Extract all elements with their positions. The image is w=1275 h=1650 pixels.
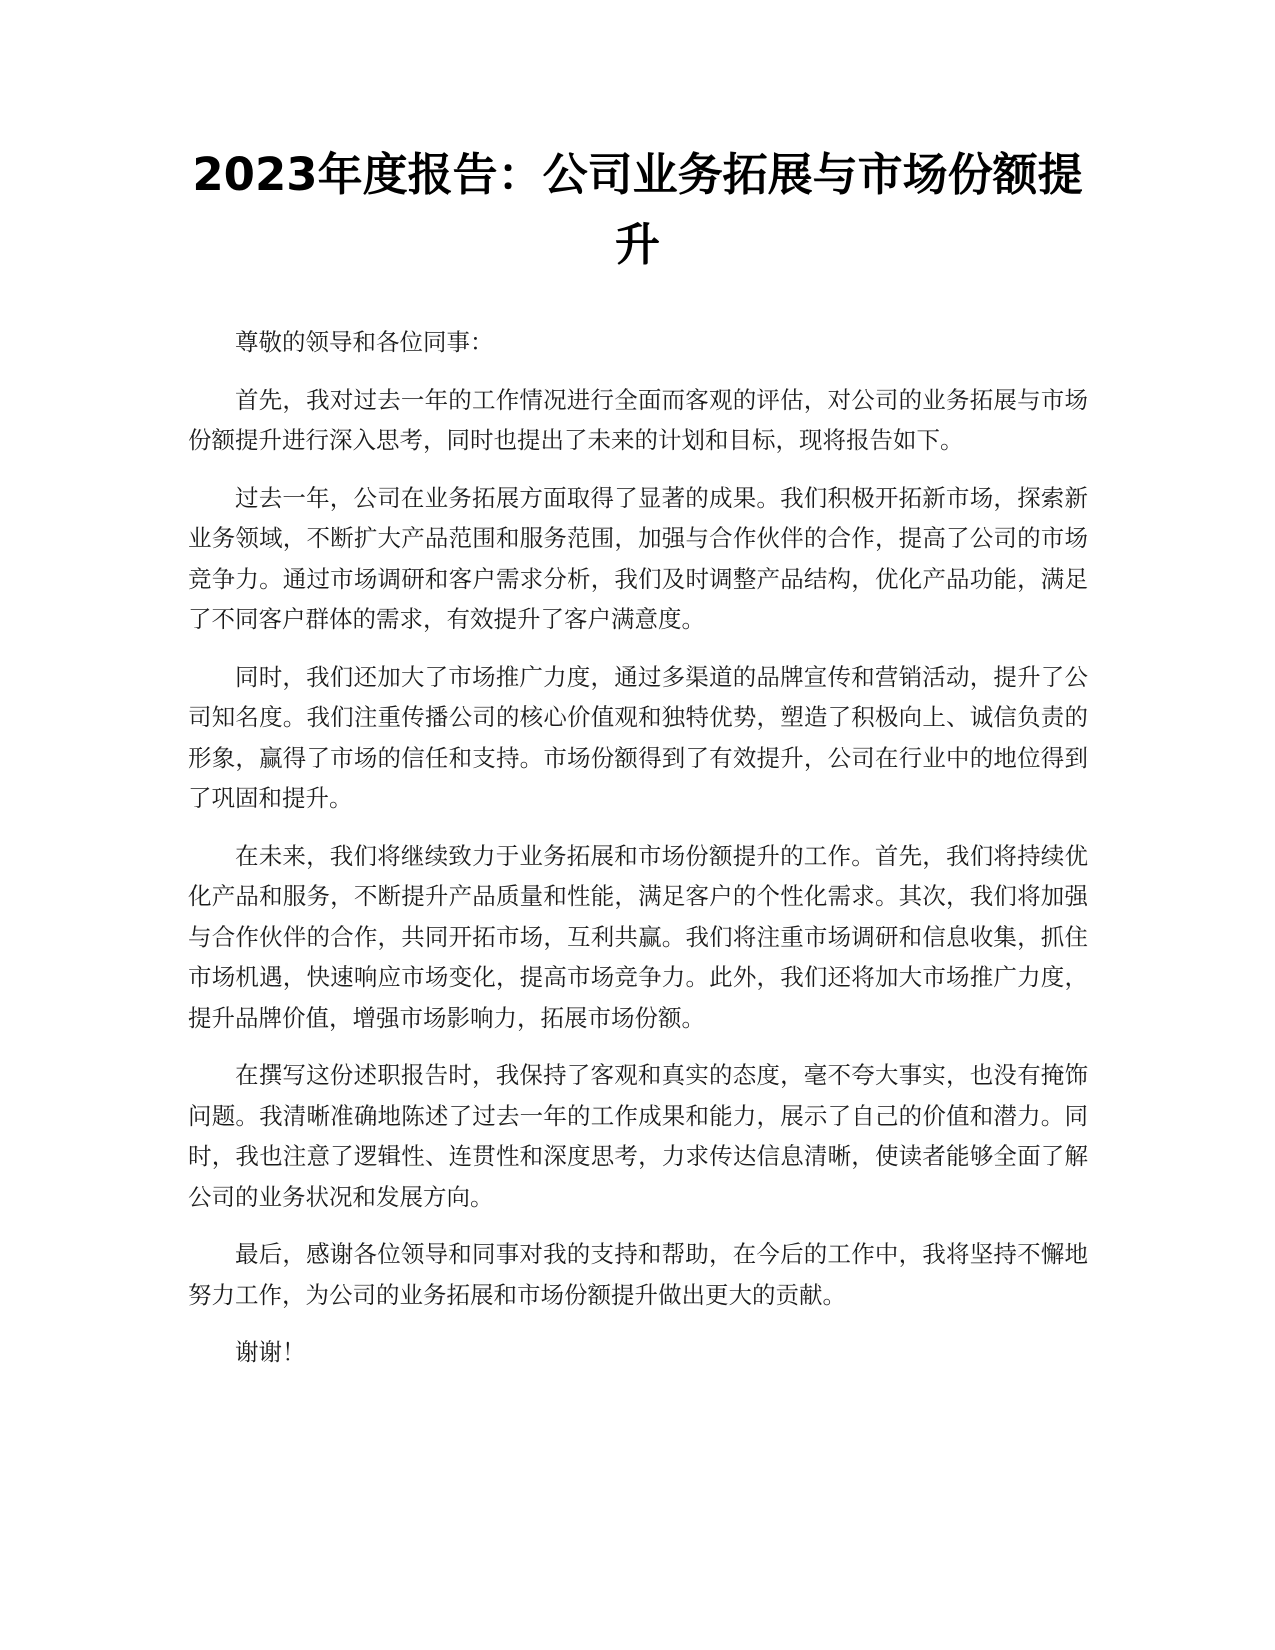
closing-paragraph: 谢谢！: [235, 1338, 306, 1366]
document-body: [188, 322, 1088, 1390]
achievements-paragraph: 过去一年，公司在业务拓展方面取得了显著的成果。我们积极开拓新市场，探索新业务领域，不断扩大产品范围和服务范围，加强与合作伙伴的合作，提高了公司的市场竞争力。通过市场调研和客户需求分析，我们及时调整产品结构，优化产品功能，满足了不同客户群体的需求，有效提升了客户满意度。: [188, 483, 1088, 633]
salutation-paragraph: 尊敬的领导和各位同事：: [235, 328, 494, 356]
document-title: 2023年度报告：公司业务拓展与市场份额提升: [192, 148, 1083, 271]
intro-paragraph: 首先，我对过去一年的工作情况进行全面而客观的评估，对公司的业务拓展与市场份额提升进行深入思考，同时也提出了未来的计划和目标，现将报告如下。: [188, 385, 1088, 454]
future-plans-paragraph: 在未来，我们将继续致力于业务拓展和市场份额提升的工作。首先，我们将持续优化产品和服务，不断提升产品质量和性能，满足客户的个性化需求。其次，我们将加强与合作伙伴的合作，共同开拓市场，互利共赢。我们将注重市场调研和信息收集，抓住市场机遇，快速响应市场变化，提高市场竞争力。此外，我们还将加大市场推广力度，提升品牌价值，增强市场影响力，拓展市场份额。: [188, 841, 1088, 1032]
thanks-paragraph: 最后，感谢各位领导和同事对我的支持和帮助，在今后的工作中，我将坚持不懈地努力工作，为公司的业务拓展和市场份额提升做出更大的贡献。: [188, 1240, 1088, 1309]
reflection-paragraph: 在撰写这份述职报告时，我保持了客观和真实的态度，毫不夸大事实，也没有掩饰问题。我清晰准确地陈述了过去一年的工作成果和能力，展示了自己的价值和潜力。同时，我也注意了逻辑性、连贯性和深度思考，力求传达信息清晰，使读者能够全面了解公司的业务状况和发展方向。: [188, 1061, 1088, 1211]
marketing-paragraph: 同时，我们还加大了市场推广力度，通过多渠道的品牌宣传和营销活动，提升了公司知名度。我们注重传播公司的核心价值观和独特优势，塑造了积极向上、诚信负责的形象，赢得了市场的信任和支持。市场份额得到了有效提升，公司在行业中的地位得到了巩固和提升。: [188, 662, 1088, 812]
